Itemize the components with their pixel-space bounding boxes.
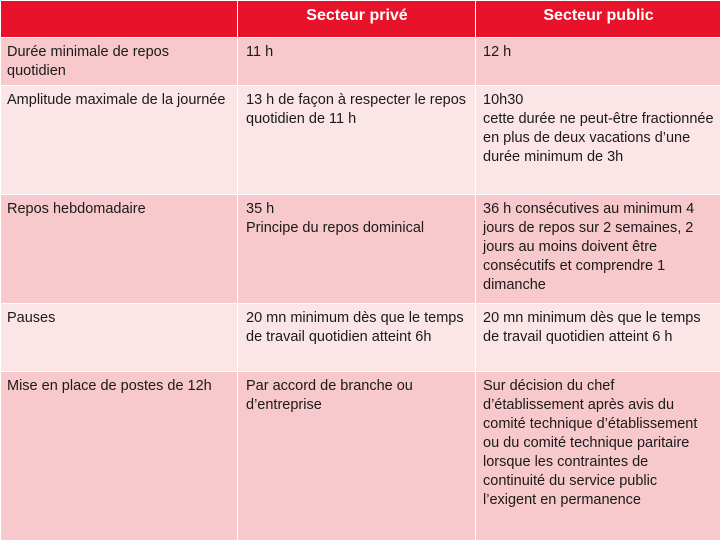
cell-public-text: Sur décision du chef d’établissement après avis du comité technique d’établissement ou du comité technique paritaire lorsque les contraintes de continuité du service public l’exigent en permanence — [483, 378, 698, 508]
cell-public — [476, 195, 720, 304]
row-repos-quotidien — [1, 38, 720, 86]
row-label — [1, 86, 238, 195]
cell-prive-text: 35 h Principe du repos dominical — [246, 201, 425, 236]
row-label-text: Repos hebdomadaire — [7, 201, 146, 217]
header-secteur-public: Secteur public — [476, 1, 720, 38]
cell-public — [476, 372, 720, 540]
cell-public-text: 20 mn minimum dès que le temps de travail quotidien atteint 6 h — [483, 310, 701, 345]
row-pauses — [1, 304, 720, 372]
row-label — [1, 195, 238, 304]
row-label-text: Amplitude maximale de la journée — [7, 92, 226, 108]
cell-prive — [238, 304, 476, 372]
cell-public-text: 36 h consécutives au minimum 4 jours de repos sur 2 semaines, 2 jours au moins doivent être consécutifs et comprendre 1 dimanche — [483, 201, 695, 293]
header-secteur-prive: Secteur privé — [238, 1, 476, 38]
cell-prive-text: 20 mn minimum dès que le temps de travail quotidien atteint 6h — [246, 310, 464, 345]
cell-prive — [238, 372, 476, 540]
cell-prive — [238, 86, 476, 195]
cell-prive — [238, 195, 476, 304]
cell-prive-text: 11 h — [246, 44, 274, 60]
cell-public — [476, 304, 720, 372]
header-row — [1, 1, 720, 38]
row-label-text: Pauses — [7, 310, 56, 326]
row-label-text: Mise en place de postes de 12h — [7, 378, 212, 394]
row-postes-12h — [1, 372, 720, 540]
cell-public — [476, 86, 720, 195]
row-repos-hebdomadaire — [1, 195, 720, 304]
cell-prive-text: Par accord de branche ou d’entreprise — [246, 378, 413, 413]
cell-prive-text: 13 h de façon à respecter le repos quotidien de 11 h — [246, 92, 467, 127]
row-label — [1, 372, 238, 540]
row-label — [1, 38, 238, 86]
cell-prive — [238, 38, 476, 86]
row-label-text: Durée minimale de repos quotidien — [7, 44, 169, 79]
cell-public — [476, 38, 720, 86]
header-corner-cell — [1, 1, 238, 38]
cell-public-text: 10h30 cette durée ne peut-être fractionnée en plus de deux vacations d’une durée minimum de 3h — [483, 92, 714, 165]
row-label — [1, 304, 238, 372]
cell-public-text: 12 h — [483, 44, 512, 60]
row-amplitude-journee — [1, 86, 720, 195]
